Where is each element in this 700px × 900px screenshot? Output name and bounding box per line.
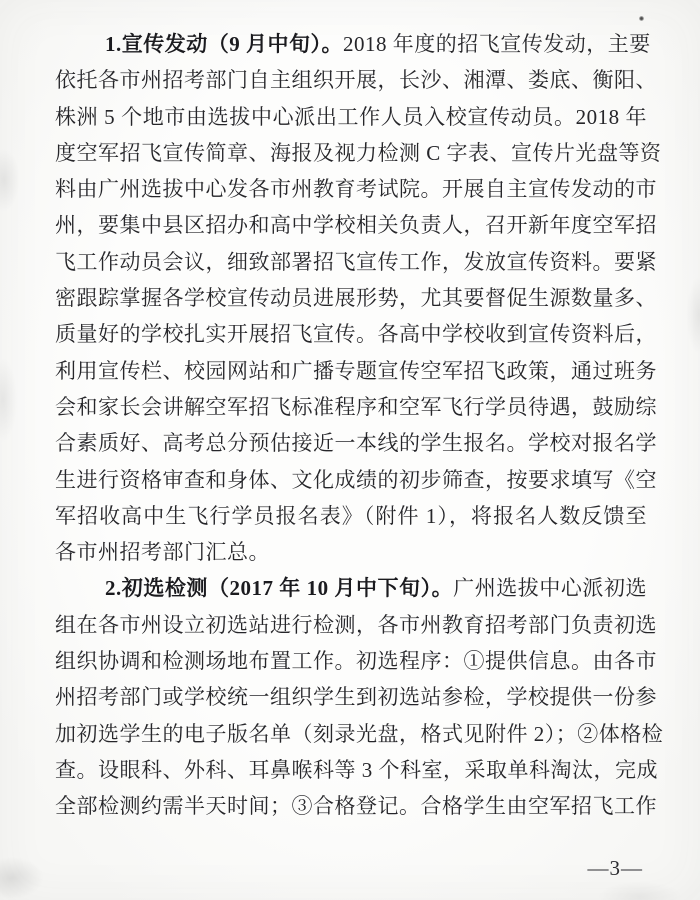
text-line: 军招收高中生飞行学员报名表》（附件 1），将报名人数反馈至	[55, 503, 647, 528]
text-line: 料由广州选拔中心发各市州教育考试院。开展自主宣传发动的市	[55, 177, 657, 202]
section-heading: 1.宣传发动（9 月中旬）。	[105, 32, 343, 56]
text-line: 1.宣传发动（9 月中旬）。2018 年度的招飞宣传发动，主要	[105, 32, 651, 56]
text-line: 加初选学生的电子版名单（刻录光盘，格式见附件 2）；②体格检	[55, 721, 664, 746]
text-line: 全部检测约需半天时间；③合格登记。合格学生由空军招飞工作	[55, 794, 657, 819]
text-line: 各市州招考部门汇总。	[55, 540, 270, 565]
text-line: 质量好的学校扎实开展招飞宣传。各高中学校收到宣传资料后，	[55, 322, 657, 347]
text-line: 生进行资格审查和身体、文化成绩的初步筛查，按要求填写《空	[55, 467, 657, 492]
text-line: 组织协调和检测场地布置工作。初选程序：①提供信息。由各市	[55, 649, 657, 674]
text-line: 州招考部门或学校统一组织学生到初选站参检，学校提供一份参	[55, 685, 657, 710]
text-line: 株洲 5 个地市由选拔中心派出工作人员入校宣传动员。2018 年	[55, 104, 647, 129]
page-number: —3—	[587, 856, 643, 880]
section-heading: 2.初选检测（2017 年 10 月中下旬）。	[105, 576, 454, 601]
text-line: 2.初选检测（2017 年 10 月中下旬）。广州选拔中心派初选	[105, 576, 648, 601]
text-line: 会和家长会讲解空军招飞标准程序和空军飞行学员待遇，鼓励综	[55, 394, 657, 419]
text-line: 密跟踪掌握各学校宣传动员进展形势，尤其要督促生源数量多、	[55, 286, 657, 311]
text-line: 依托各市州招考部门自主组织开展，长沙、湘潭、娄底、衡阳、	[55, 68, 657, 93]
text-line: 州，要集中县区招办和高中学校相关负责人，召开新年度空军招	[55, 213, 657, 238]
text-line: 度空军招飞宣传简章、海报及视力检测 C 字表、宣传片光盘等资	[55, 140, 662, 165]
document-text	[55, 26, 664, 825]
scan-artifact-dot	[639, 16, 644, 21]
text-line: 组在各市州设立初选站进行检测，各市州教育招考部门负责初选	[55, 612, 657, 637]
text-line: 利用宣传栏、校园网站和广播专题宣传空军招飞政策，通过班务	[55, 358, 657, 383]
text-line: 查。设眼科、外科、耳鼻喉科等 3 个科室，采取单科淘汰，完成	[55, 757, 658, 782]
text-line: 合素质好、高考总分预估接近一本线的学生报名。学校对报名学	[55, 431, 657, 456]
text-line: 飞工作动员会议，细致部署招飞宣传工作，发放宣传资料。要紧	[55, 249, 657, 274]
